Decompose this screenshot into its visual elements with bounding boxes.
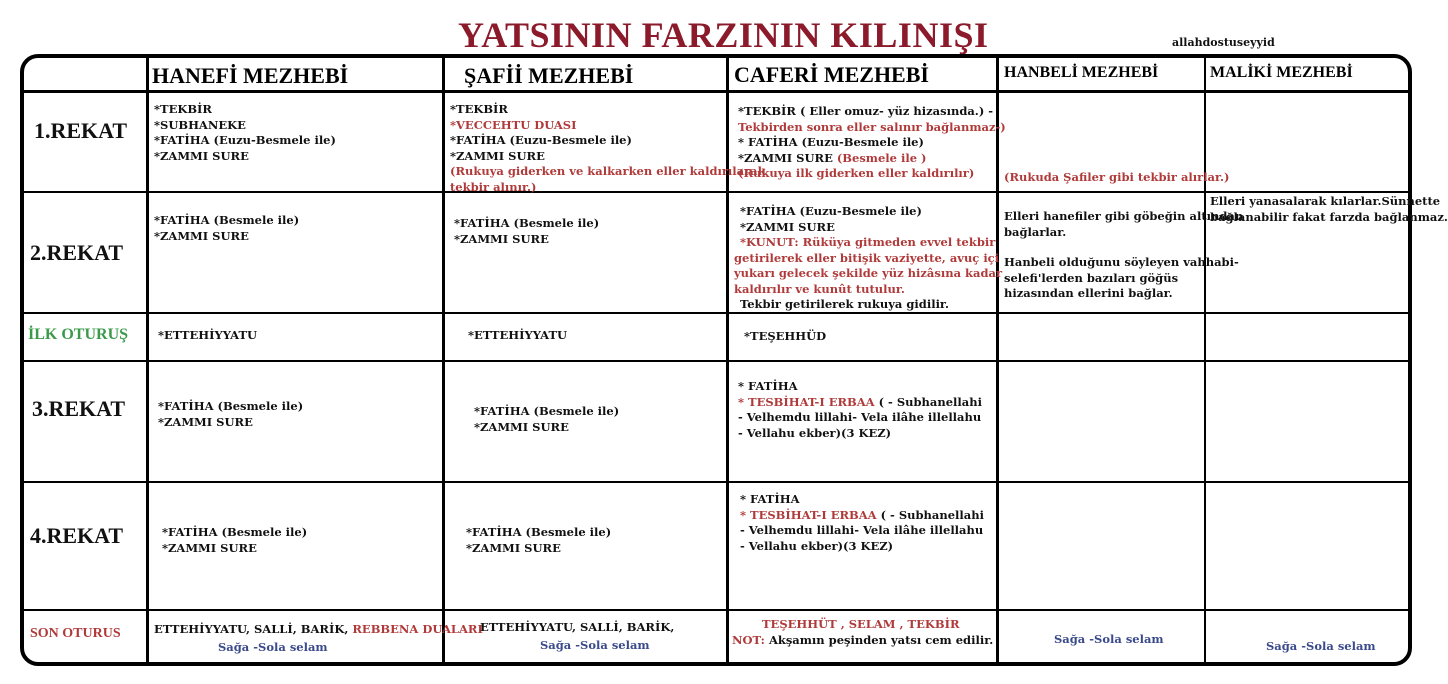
- row-label-son-oturus: SON OTURUS: [30, 626, 121, 641]
- cell-r4-hanefi: [162, 525, 307, 556]
- cell-line: Sağa -Sola selam: [540, 637, 650, 652]
- cell-line: *FATİHA (Besmele ile): [474, 404, 620, 418]
- row-divider: [24, 609, 1408, 611]
- row-divider: [24, 312, 1408, 314]
- cell-line: TEŞEHHÜT , SELAM , TEKBİR: [762, 617, 960, 631]
- cell-line: * FATİHA: [740, 492, 800, 506]
- row-divider: [24, 90, 1408, 93]
- cell-line: Elleri hanefiler gibi göbeğin altından: [1004, 209, 1244, 223]
- cell-line: - Vellahu ekber)(3 KEZ): [738, 425, 892, 440]
- cell-ilk-safii: *ETTEHİYYATU: [468, 328, 568, 342]
- cell-text: * TESBİHAT-I ERBAA: [738, 394, 875, 409]
- cell-text: *ZAMMI SURE: [738, 150, 837, 165]
- row-label-3-rekat: 3.REKAT: [32, 396, 126, 421]
- cell-r2-safii: [454, 216, 599, 247]
- cell-son-hanbeli: Sağa -Sola selam: [1054, 632, 1164, 646]
- cell-r1-hanefi: [154, 102, 336, 164]
- header-safii: ŞAFİİ MEZHEBİ: [464, 63, 634, 88]
- cell-line: [732, 633, 993, 649]
- cell-line: [738, 151, 1006, 167]
- cell-r2-maliki: [1210, 194, 1448, 225]
- cell-line: *ZAMMI SURE: [154, 228, 249, 243]
- cell-line: *TEKBİR: [154, 102, 212, 116]
- cell-r2-caferi: [734, 204, 1003, 313]
- cell-r3-hanefi: [158, 399, 303, 430]
- cell-text: * TESBİHAT-I ERBAA: [740, 507, 877, 522]
- cell-line: yukarı gelecek şekilde yüz hizâsına kadar: [734, 266, 1003, 280]
- header-hanefi: HANEFİ MEZHEBİ: [152, 63, 349, 88]
- cell-r1-hanbeli: (Rukuda Şafiler gibi tekbir alırlar.): [1004, 170, 1230, 184]
- cell-line: (Rukuya ilk giderken eller kaldırılır): [738, 166, 975, 180]
- cell-son-caferi: [732, 617, 993, 648]
- cell-ilk-caferi: *TEŞEHHÜD: [744, 329, 827, 343]
- header-maliki: MALİKİ MEZHEBİ: [1210, 64, 1353, 81]
- cell-line: *FATİHA (Euzu-Besmele ile): [154, 133, 336, 147]
- cell-line: kaldırılır ve kunût tutulur.: [734, 281, 905, 296]
- cell-line: [154, 622, 483, 638]
- cell-text: (Besmele ile ): [836, 150, 927, 165]
- cell-text: ETTEHİYYATU, SALLİ, BARİK,: [154, 622, 353, 636]
- cell-line: *ZAMMI SURE: [450, 148, 545, 163]
- cell-line: Sağa -Sola selam: [218, 639, 328, 654]
- cell-line: Tekbir getirilerek rukuya gidilir.: [740, 297, 949, 311]
- cell-text: Akşamın peşinden yatsı cem edilir.: [764, 632, 994, 647]
- cell-line: * FATİHA (Euzu-Besmele ile): [738, 135, 924, 149]
- cell-line: *ZAMMI SURE: [474, 419, 569, 434]
- cell-text: NOT:: [732, 632, 765, 647]
- cell-r1-caferi: [738, 104, 1006, 182]
- row-divider: [24, 481, 1408, 483]
- cell-line: *ZAMMI SURE: [154, 148, 249, 163]
- cell-line: *TEKBİR: [450, 102, 508, 116]
- cell-line: *ZAMMI SURE: [454, 231, 549, 246]
- cell-r2-hanbeli: [1004, 209, 1243, 302]
- row-label-ilk-oturus: İLK OTURUŞ: [28, 326, 129, 343]
- cell-line: *KUNUT: Rüküya gitmeden evvel tekbir: [740, 235, 996, 249]
- cell-text: ( - Subhanellahi: [876, 507, 984, 522]
- cell-line: (Rukuya giderken ve kalkarken eller kaldırılarak: [450, 164, 766, 178]
- cell-r2-hanefi: [154, 213, 299, 244]
- cell-son-safii: [480, 620, 674, 653]
- row-label-2-rekat: 2.REKAT: [30, 240, 124, 265]
- header-caferi: CAFERİ MEZHEBİ: [734, 62, 929, 87]
- cell-line: *FATİHA (Besmele ile): [154, 213, 300, 227]
- cell-line: *FATİHA (Besmele ile): [454, 216, 600, 230]
- cell-line: *FATİHA (Besmele ile): [162, 525, 308, 539]
- cell-line: - Velhemdu lillahi- Vela ilâhe illellahu: [740, 523, 984, 537]
- table-frame: [20, 54, 1448, 666]
- cell-line: *FATİHA (Besmele ile): [158, 399, 304, 413]
- cell-line: hizasından ellerini bağlar.: [1004, 286, 1173, 300]
- cell-line: *ZAMMI SURE: [466, 540, 561, 555]
- cell-line: Elleri yanasalarak kılarlar.Sünnette: [1210, 194, 1441, 208]
- cell-r3-caferi: [738, 379, 982, 441]
- cell-line: *ZAMMI SURE: [158, 414, 253, 429]
- page-title: YATSININ FARZININ KILINIŞI: [458, 15, 989, 55]
- cell-line: *FATİHA (Euzu-Besmele ile): [740, 204, 922, 218]
- cell-line: selefi'lerden bazıları göğüs: [1004, 270, 1179, 285]
- cell-son-hanefi: [154, 622, 483, 655]
- cell-line: *SUBHANEKE: [154, 117, 246, 132]
- cell-line: [738, 395, 982, 411]
- cell-son-maliki: Sağa -Sola selam: [1266, 639, 1376, 653]
- cell-r3-safii: [474, 404, 619, 435]
- cell-r1-safii: [450, 102, 766, 195]
- cell-text: ( - Subhanellahi: [874, 394, 982, 409]
- cell-line: * FATİHA: [738, 379, 798, 393]
- cell-line: tekbir alınır.): [450, 179, 537, 194]
- row-label-4-rekat: 4.REKAT: [30, 523, 124, 548]
- cell-r4-safii: [466, 525, 611, 556]
- cell-r4-caferi: [740, 492, 984, 554]
- author-label: allahdostuseyyid: [1172, 36, 1275, 49]
- cell-line: *VECCEHTU DUASI: [450, 117, 577, 132]
- row-label-1-rekat: 1.REKAT: [34, 118, 128, 143]
- cell-line: ETTEHİYYATU, SALLİ, BARİK,: [480, 620, 675, 634]
- cell-line: [740, 508, 984, 524]
- cell-line: *FATİHA (Euzu-Besmele ile): [450, 133, 632, 147]
- cell-line: bağlarlar.: [1004, 224, 1067, 239]
- cell-line: getirilerek eller bitişik vaziyette, avuç içi: [734, 250, 1000, 265]
- row-divider: [24, 360, 1408, 362]
- cell-line: Hanbeli olduğunu söyleyen vahhabi-: [1004, 255, 1239, 269]
- header-hanbeli: HANBELİ MEZHEBİ: [1004, 64, 1159, 81]
- cell-text: REBBENA DUALARI: [352, 622, 483, 636]
- cell-line: - Velhemdu lillahi- Vela ilâhe illellahu: [738, 410, 982, 424]
- cell-line: *FATİHA (Besmele ile): [466, 525, 612, 539]
- cell-line: Tekbirden sonra eller salınır bağlanmaz-): [738, 119, 1006, 134]
- cell-line: bağlanabilir fakat farzda bağlanmaz.: [1210, 209, 1448, 224]
- cell-ilk-hanefi: *ETTEHİYYATU: [158, 328, 258, 342]
- cell-line: *ZAMMI SURE: [740, 219, 835, 234]
- cell-line: *ZAMMI SURE: [162, 540, 257, 555]
- cell-line: - Vellahu ekber)(3 KEZ): [740, 538, 894, 553]
- cell-line: *TEKBİR ( Eller omuz- yüz hizasında.) -: [738, 104, 994, 118]
